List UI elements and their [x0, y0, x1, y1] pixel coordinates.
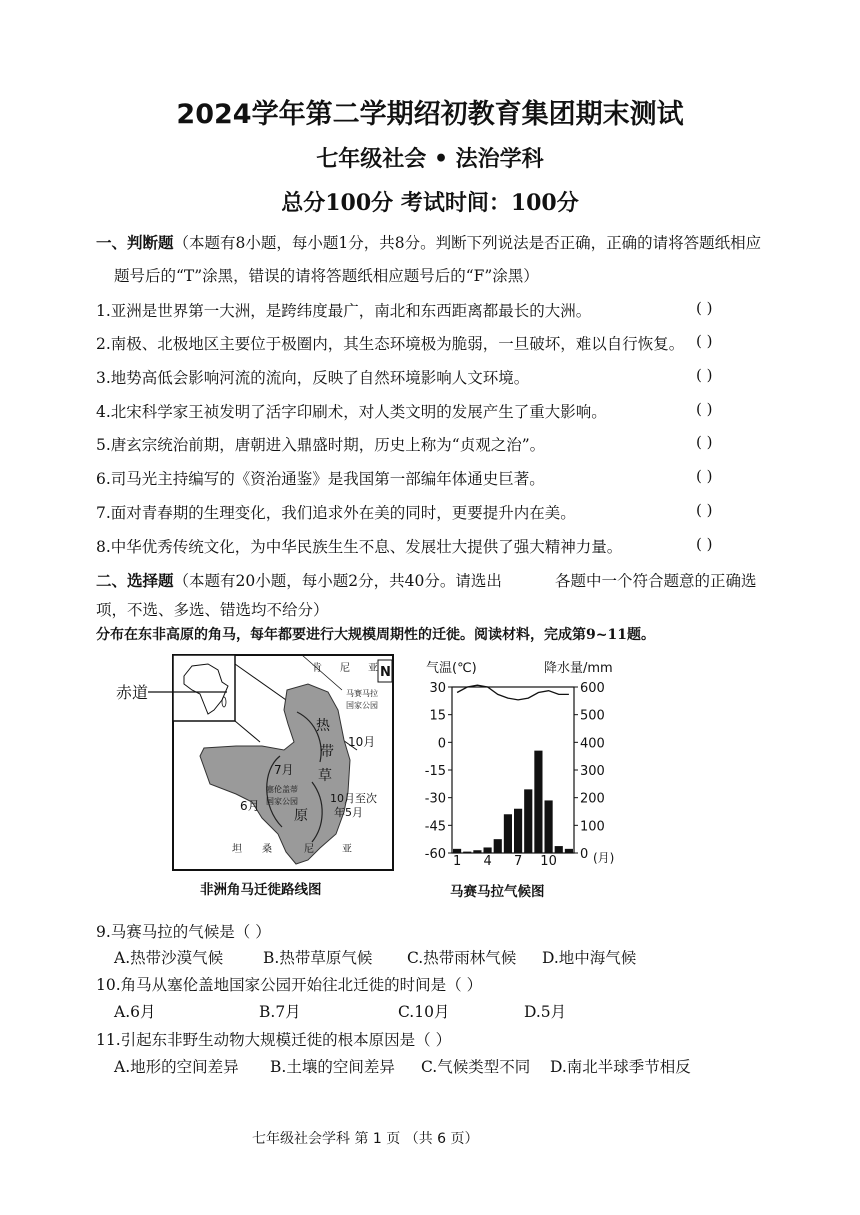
tf-item-6: 6.司马光主持编写的《资治通鉴》是我国第一部编年体通史巨著。 — [96, 470, 545, 488]
section1-intro — [96, 231, 761, 253]
question-10-option-a: A.6月 — [114, 1003, 156, 1021]
map-label-jul: 7月 — [274, 763, 294, 777]
section1-heading: 一、判断题 — [96, 233, 174, 252]
tf-answer-blank-3: ( ) — [696, 366, 713, 384]
temp-tick-label: -15 — [424, 764, 446, 779]
chart-right-axis-label: 降水量/mm — [544, 661, 613, 676]
map-label-jun: 6月 — [240, 799, 260, 813]
map-label-kenya-2: 尼 — [340, 663, 350, 674]
tf-answer-blank-8: ( ) — [696, 535, 713, 553]
migration-map — [112, 652, 417, 876]
tf-item-5: 5.唐玄宗统治前期，唐朝进入鼎盛时期，历史上称为“贞观之治”。 — [96, 436, 546, 454]
question-11-option-b: B.土壤的空间差异 — [270, 1058, 395, 1076]
tf-answer-blank-2: ( ) — [696, 332, 713, 350]
month-tick-label: 7 — [513, 854, 523, 869]
section2-instructions-b: 各题中一个符合题意的正确选 — [555, 572, 757, 590]
map-label-serengeti-1: 塞伦盖蒂 — [266, 785, 298, 794]
chart-plot-area — [452, 687, 574, 853]
question-9-option-a: A.热带沙漠气候 — [114, 949, 224, 967]
section2-heading: 二、选择题 — [96, 571, 174, 590]
score-time-line: 总分100分 考试时间：100分 — [281, 190, 579, 216]
map-label-savanna-2: 带 — [320, 744, 334, 760]
precip-tick-label: 200 — [580, 791, 605, 807]
chart-caption: 马赛马拉气候图 — [450, 884, 545, 900]
material-text: 分布在东非高原的角马，每年都要进行大规模周期性的迁徙。阅读材料，完成第9~11题。 — [96, 627, 655, 643]
question-9-option-c: C.热带雨林气候 — [407, 949, 517, 967]
precip-bar — [453, 849, 461, 853]
precip-tick-label: 400 — [580, 736, 605, 752]
map-label-tanzania-2: 桑 — [262, 844, 272, 855]
temp-tick-label: 30 — [429, 681, 446, 696]
temp-tick-label: 15 — [429, 708, 446, 724]
precip-tick-label: 500 — [580, 708, 605, 724]
precip-bar — [555, 846, 563, 853]
page-subtitle: 七年级社会 • 法治学科 — [316, 146, 544, 172]
map-label-kenya-3: 亚 — [368, 663, 378, 674]
temp-tick-label: -30 — [424, 791, 446, 807]
map-label-tanzania-1: 坦 — [232, 844, 242, 855]
section2-intro — [96, 569, 502, 591]
precip-bar — [565, 849, 573, 853]
precip-bar — [473, 850, 481, 853]
question-11-stem: 11.引起东非野生动物大规模迁徙的根本原因是（ ） — [96, 1031, 452, 1049]
precip-tick-label: 300 — [580, 764, 605, 779]
tf-answer-blank-5: ( ) — [696, 433, 713, 451]
section2-instructions-cont: 项，不选、多选、错选均不给分） — [96, 601, 329, 619]
question-10-option-c: C.10月 — [398, 1003, 450, 1021]
precip-tick-label: 0 — [580, 847, 589, 862]
equator-label: 赤道 — [116, 683, 149, 702]
precip-bar — [524, 789, 532, 853]
chart-x-unit: (月) — [593, 851, 615, 865]
precip-bar — [534, 751, 542, 853]
map-label-kenya-1: 肯 — [312, 663, 322, 674]
north-arrow-icon: N — [380, 665, 391, 680]
precip-bar — [514, 809, 522, 853]
tf-answer-blank-7: ( ) — [696, 501, 713, 519]
precip-bar — [463, 852, 471, 853]
temp-tick-label: 0 — [437, 736, 446, 752]
map-label-savanna-1: 热 — [316, 718, 330, 734]
map-label-savanna-4: 原 — [294, 808, 308, 824]
map-label-tanzania-4: 亚 — [342, 844, 352, 855]
tf-item-1: 1.亚洲是世界第一大洲，是跨纬度最广，南北和东西距离都最长的大洲。 — [96, 302, 592, 320]
precip-bar — [545, 800, 553, 853]
tf-answer-blank-1: ( ) — [696, 299, 713, 317]
question-10-option-d: D.5月 — [524, 1003, 567, 1021]
tf-item-3: 3.地势高低会影响河流的流向，反映了自然环境影响人文环境。 — [96, 369, 530, 387]
precip-bar — [484, 847, 492, 853]
question-11-option-c: C.气候类型不同 — [421, 1058, 531, 1076]
precip-bar — [504, 814, 512, 853]
question-10-stem: 10.角马从塞伦盖地国家公园开始往北迁徙的时间是（ ） — [96, 976, 483, 994]
question-9-option-d: D.地中海气候 — [542, 949, 637, 967]
precip-tick-label: 600 — [580, 681, 605, 696]
map-label-oct: 10月 — [348, 735, 376, 749]
temp-tick-label: -45 — [424, 819, 446, 835]
page-title: 2024学年第二学期绍初教育集团期末测试 — [176, 99, 684, 130]
map-label-octmay-2: 年5月 — [334, 806, 363, 819]
month-tick-label: 4 — [483, 854, 492, 869]
tf-item-4: 4.北宋科学家王祯发明了活字印刷术，对人类文明的发展产生了重大影响。 — [96, 403, 607, 421]
page-footer: 七年级社会学科 第 1 页 （共 6 页） — [252, 1131, 479, 1147]
temp-tick-label: -60 — [424, 847, 446, 862]
tf-answer-blank-4: ( ) — [696, 400, 713, 418]
tf-item-7: 7.面对青春期的生理变化，我们追求外在美的同时，更要提升内在美。 — [96, 504, 576, 522]
map-label-octmay-1: 10月至次 — [330, 792, 377, 805]
tf-item-2: 2.南极、北极地区主要位于极圈内，其生态环境极为脆弱，一旦破坏，难以自行恢复。 — [96, 335, 685, 353]
precip-tick-label: 100 — [580, 819, 605, 835]
question-9-option-b: B.热带草原气候 — [263, 949, 373, 967]
question-10-option-b: B.7月 — [259, 1003, 301, 1021]
month-tick-label: 1 — [452, 854, 462, 869]
chart-left-axis-label: 气温(℃) — [426, 661, 477, 676]
map-label-savanna-3: 草 — [318, 768, 332, 784]
question-11-option-a: A.地形的空间差异 — [114, 1058, 239, 1076]
question-9-stem: 9.马赛马拉的气候是（ ） — [96, 923, 271, 941]
map-caption: 非洲角马迁徙路线图 — [200, 882, 322, 898]
map-label-masai-1: 马赛马拉 — [346, 689, 378, 698]
climate-chart — [420, 655, 620, 870]
map-label-tanzania-3: 尼 — [304, 844, 314, 855]
section2-instructions-a: （本题有20小题，每小题2分，共40分。请选出 — [173, 572, 502, 590]
section1-instructions-cont: 题号后的“T”涂黑，错误的请将答题纸相应题号后的“F”涂黑） — [114, 267, 539, 285]
precip-bar — [494, 839, 502, 853]
month-tick-label: 10 — [540, 854, 557, 869]
tf-answer-blank-6: ( ) — [696, 467, 713, 485]
map-label-serengeti-2: 国家公园 — [266, 797, 298, 806]
map-label-masai-2: 国家公园 — [346, 701, 378, 710]
question-11-option-d: D.南北半球季节相反 — [550, 1058, 691, 1076]
section1-instructions: （本题有8小题，每小题1分，共8分。判断下列说法是否正确，正确的请将答题纸相应 — [173, 234, 762, 252]
tf-item-8: 8.中华优秀传统文化，为中华民族生生不息、发展壮大提供了强大精神力量。 — [96, 538, 623, 556]
